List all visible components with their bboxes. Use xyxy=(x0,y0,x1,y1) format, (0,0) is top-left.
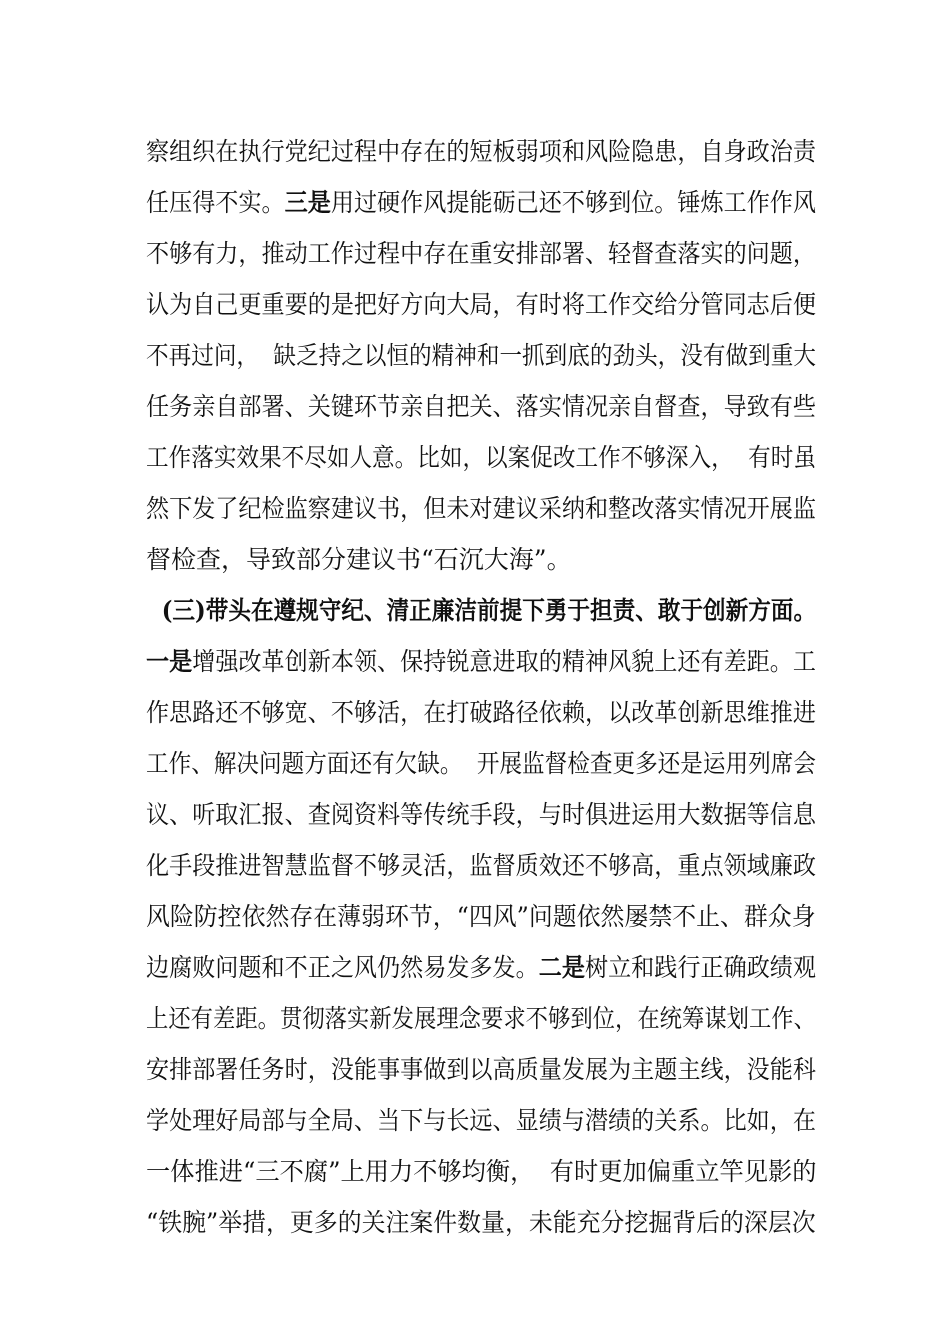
text-run: 增强改革创新本领、保持锐意进取的精神风貌上还有差距。工 xyxy=(192,647,817,676)
text-run: 上还有差距。贯彻落实新发展理念要求不够到位，在统筹谋划工作、 xyxy=(146,1004,816,1033)
text-line xyxy=(146,891,816,942)
text-run: 议、听取汇报、查阅资料等传统手段，与时俱进运用大数据等信息 xyxy=(146,800,816,829)
text-run: 一体推进“三不腐”上用力不够均衡， 有时更加偏重立竿见影的 xyxy=(146,1157,817,1186)
text-run: 认为自己更重要的是把好方向大局，有时将工作交给分管同志后便 xyxy=(146,290,816,319)
text-line xyxy=(146,1146,817,1197)
text-line xyxy=(146,483,816,534)
text-run: 工作、解决问题方面还有欠缺。 开展监督检查更多还是运用列席会 xyxy=(146,749,816,778)
text-line xyxy=(146,738,816,789)
text-run: 工作落实效果不尽如人意。比如，以案促改工作不够深入， 有时虽 xyxy=(146,443,816,472)
bold-text: 二是 xyxy=(538,953,585,982)
bold-text: (三)带头在遵规守纪、清正廉洁前提下勇于担责、敢于创新方面。 xyxy=(146,596,817,625)
text-line xyxy=(146,789,816,840)
bold-text: 一是 xyxy=(146,647,193,676)
text-run: 然下发了纪检监察建议书，但未对建议采纳和整改落实情况开展监 xyxy=(146,494,816,523)
text-line xyxy=(146,534,816,585)
text-run: 作思路还不够宽、不够活，在打破路径依赖，以改革创新思维推进 xyxy=(146,698,816,727)
text-line xyxy=(146,585,817,636)
text-run: 用过硬作风提能砺己还不够到位。锤炼工作作风 xyxy=(330,188,817,217)
text-line xyxy=(146,840,816,891)
text-line xyxy=(146,432,816,483)
body-text xyxy=(146,126,816,1248)
text-run: 任务亲自部署、关键环节亲自把关、落实情况亲自督查，导致有些 xyxy=(146,392,816,421)
text-run: 任压得不实。 xyxy=(146,188,285,217)
text-line xyxy=(146,228,816,279)
text-run: 察组织在执行党纪过程中存在的短板弱项和风险隐患，自身政治责 xyxy=(146,137,816,166)
text-run: “铁腕”举措，更多的关注案件数量，未能充分挖掘背后的深层次 xyxy=(146,1208,816,1237)
text-line xyxy=(146,1197,816,1248)
text-line xyxy=(146,1095,816,1146)
bold-text: 三是 xyxy=(284,188,331,217)
text-line xyxy=(146,330,816,381)
text-run: 树立和践行正确政绩观 xyxy=(584,953,817,982)
text-run: 边腐败问题和不正之风仍然易发多发。 xyxy=(146,953,539,982)
text-line xyxy=(146,993,816,1044)
text-line xyxy=(146,126,816,177)
text-line xyxy=(146,279,816,330)
text-line xyxy=(146,1044,816,1095)
text-run: 安排部署任务时，没能事事做到以高质量发展为主题主线，没能科 xyxy=(146,1055,816,1084)
text-line xyxy=(146,636,817,687)
text-run: 不够有力，推动工作过程中存在重安排部署、轻督查落实的问题， xyxy=(146,239,816,268)
text-line xyxy=(146,177,817,228)
text-run: 化手段推进智慧监督不够灵活，监督质效还不够高，重点领域廉政 xyxy=(146,851,816,880)
text-run: 督检查，导致部分建议书“石沉大海”。 xyxy=(146,545,572,574)
text-run: 不再过问， 缺乏持之以恒的精神和一抓到底的劲头，没有做到重大 xyxy=(146,341,816,370)
text-run: 风险防控依然存在薄弱环节，“四风”问题依然屡禁不止、群众身 xyxy=(146,902,816,931)
text-run: 学处理好局部与全局、当下与长远、显绩与潜绩的关系。比如，在 xyxy=(146,1106,816,1135)
text-line xyxy=(146,687,816,738)
text-line xyxy=(146,942,817,993)
text-line xyxy=(146,381,816,432)
